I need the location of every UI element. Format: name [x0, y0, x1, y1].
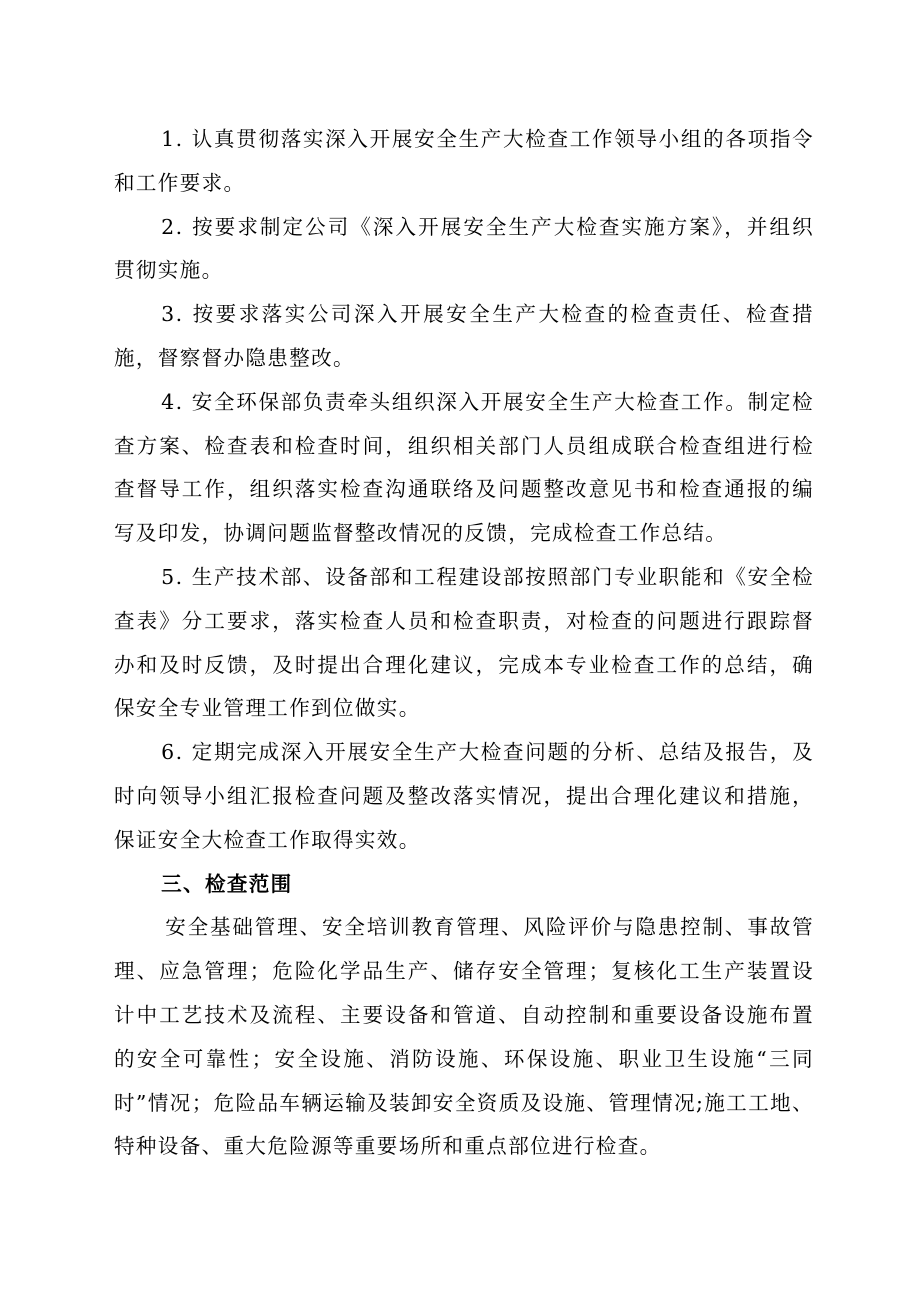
- section-heading-inspection-scope: 三、检查范围: [161, 871, 293, 896]
- responsibility-item-3: 3. 按要求落实公司深入开展安全生产大检查的检查责任、检查措施，督察督办隐患整改。: [114, 302, 814, 370]
- responsibility-item-2: 2. 按要求制定公司《深入开展安全生产大检查实施方案》，并组织贯彻实施。: [114, 214, 814, 283]
- responsibility-item-4: 4. 安全环保部负责牵头组织深入开展安全生产大检查工作。制定检查方案、检查表和检查时间，组织相关部门人员组成联合检查组进行检查督导工作，组织落实检查沟通联络及问题整改意见书和检查通报的编写及印发，协调问题监督整改情况的反馈，完成检查工作总结。: [114, 389, 814, 546]
- responsibility-item-6: 6. 定期完成深入开展安全生产大检查问题的分析、总结及报告，及时向领导小组汇报检查问题及整改落实情况，提出合理化建议和措施，保证安全大检查工作取得实效。: [114, 740, 814, 852]
- responsibility-item-1: 1. 认真贯彻落实深入开展安全生产大检查工作领导小组的各项指令和工作要求。: [114, 127, 814, 195]
- document-body: [114, 118, 814, 1169]
- inspection-scope-paragraph: 安全基础管理、安全培训教育管理、风险评价与隐患控制、事故管理、应急管理；危险化学品生产、储存安全管理；复核化工生产装置设计中工艺技术及流程、主要设备和管道、自动控制和重要设备设施布置的安全可靠性；安全设施、消防设施、环保设施、职业卫生设施“三同时”情况；危险品车辆运输及装卸安全资质及设施、管理情况;施工工地、特种设备、重大危险源等重要场所和重点部位进行检查。: [114, 915, 814, 1159]
- responsibility-item-5: 5. 生产技术部、设备部和工程建设部按照部门专业职能和《安全检查表》分工要求，落实检查人员和检查职责，对检查的问题进行跟踪督办和及时反馈，及时提出合理化建议，完成本专业检查工作的总结，确保安全专业管理工作到位做实。: [114, 564, 814, 721]
